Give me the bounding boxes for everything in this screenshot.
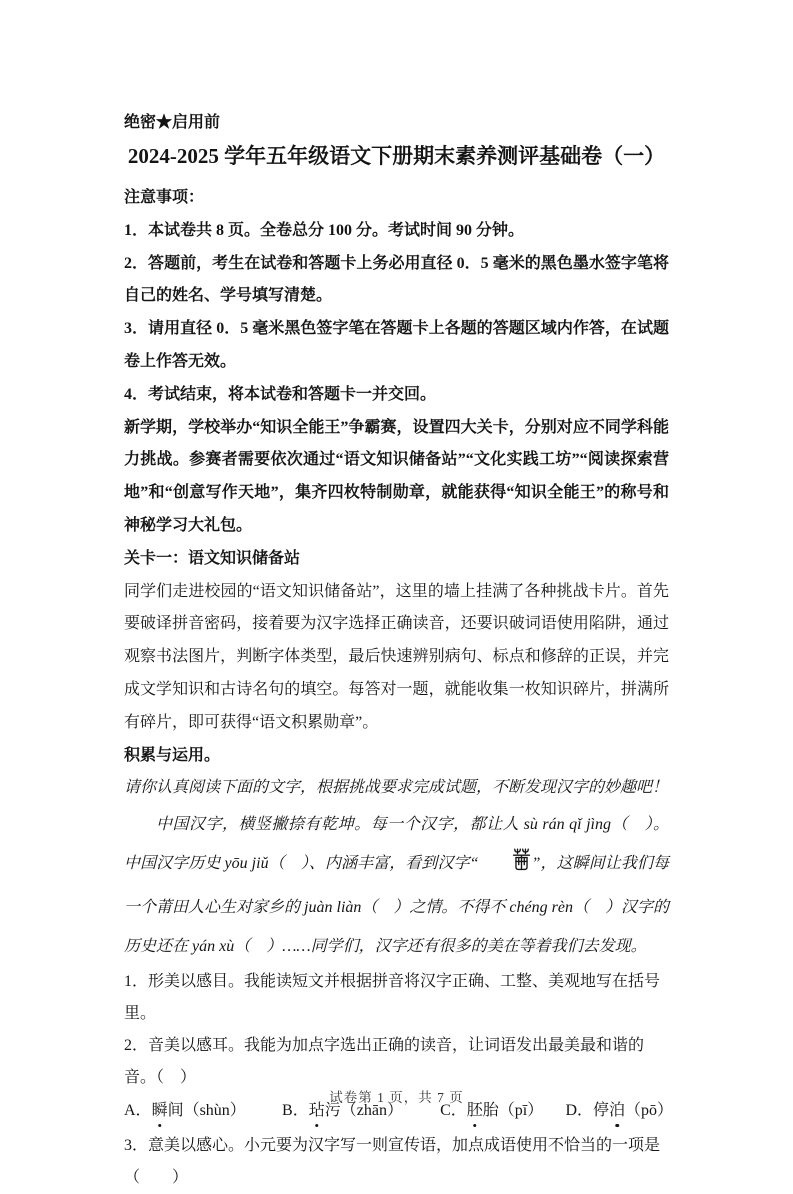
option-a-dotted-char: 瞬: [152, 1096, 168, 1126]
notice-item-2: 2．答题前，考生在试卷和答题卡上务必用直径 0．5 毫米的黑色墨水签字笔将自己的姓名、学号填写清楚。: [124, 254, 669, 305]
option-c-suffix: 胎（pī）: [482, 1101, 544, 1119]
passage-part1: 中国汉字，横竖撇捺有乾坤。每一个汉字，都让人 sù rán qǐ jìng（ ）。中国汉字历史 yōu jiǔ（ ）、内涵丰富，看到汉字“: [124, 816, 669, 873]
notice-item-4: 4．考试结束，将本试卷和答题卡一并交回。: [124, 385, 437, 403]
question-1: 1．形美以感目。我能读短文并根据拼音将汉字正确、工整、美观地写在括号里。: [124, 972, 661, 1022]
instruction-text: 请你认真阅读下面的文字，根据挑战要求完成试题，不断发现汉字的妙趣吧！: [124, 779, 669, 797]
question-2: 2．音美以感耳。我能为加点字选出正确的读音，让词语发出最美最和谐的音。（ ）: [124, 1036, 645, 1086]
level1-description: 同学们走进校园的“语文知识储备站”，这里的墙上挂满了各种挑战卡片。首先要破译拼音密码，接着要为汉字选择正确读音，还要识破词语使用陷阱，通过观察书法图片，判断字体类型，最后快速辨别病句、标点和修辞的正误，并完成文学知识和古诗名句的填空。每答对一题，就能收集一枚知识碎片，拼满所有碎片，即可获得“语文积累勋章”。: [124, 582, 669, 731]
option-d-dotted-char: 泊: [609, 1096, 625, 1126]
intro-paragraph: 新学期，学校举办“知识全能王”争霸赛，设置四大关卡，分别对应不同学科能力挑战。参赛者需要依次通过“语文知识储备站”“文化实践工坊”“阅读探索营地”和“创意写作天地”，集齐四枚特制勋章，就能获得“知识全能王”的称号和神秘学习大礼包。: [124, 418, 669, 534]
notice-item-3: 3．请用直径 0．5 毫米黑色签字笔在答题卡上各题的答题区域内作答，在试题卷上作答无效。: [124, 320, 669, 370]
section-heading: 积累与运用。: [124, 746, 221, 764]
option-b-suffix: 污（zhān）: [324, 1101, 403, 1119]
option-c-dotted-char: 胚: [467, 1096, 483, 1126]
classified-label: 绝密★启用前: [124, 114, 221, 131]
option-c-prefix: C．: [440, 1101, 467, 1119]
option-d-suffix: （pō）: [625, 1101, 674, 1119]
exam-title: 2024-2025 学年五年级语文下册期末素养测评基础卷（一）: [127, 144, 666, 169]
option-d-prefix: D．停: [565, 1101, 609, 1119]
notice-item-1: 1．本试卷共 8 页。全卷总分 100 分。考试时间 90 分钟。: [124, 221, 525, 239]
seal-script-glyph-icon: [480, 847, 531, 887]
page-indicator: 试卷第 1 页，共 7 页: [329, 1090, 464, 1105]
option-b-dotted-char: 玷: [309, 1096, 325, 1126]
level1-heading: 关卡一：语文知识储备站: [124, 549, 301, 567]
option-a-suffix: 间（shùn）: [167, 1101, 246, 1119]
passage-part2: ”，这瞬间让我们每一个莆田人心生对家乡的 juàn liàn（ ）之情。不得不 chéng rèn（ ）汉字的历史还在 yán xù（ ）……同学们，汉字还有很多的美在等着我们去发现。: [124, 855, 669, 955]
passage-paragraph: [124, 805, 669, 966]
option-b-prefix: B．: [282, 1101, 309, 1119]
option-a-prefix: A．: [124, 1101, 152, 1119]
notice-heading: 注意事项：: [124, 188, 205, 206]
question-3: 3．意美以感心。小元要为汉字写一则宣传语，加点成语使用不恰当的一项是（ ）: [124, 1137, 661, 1187]
